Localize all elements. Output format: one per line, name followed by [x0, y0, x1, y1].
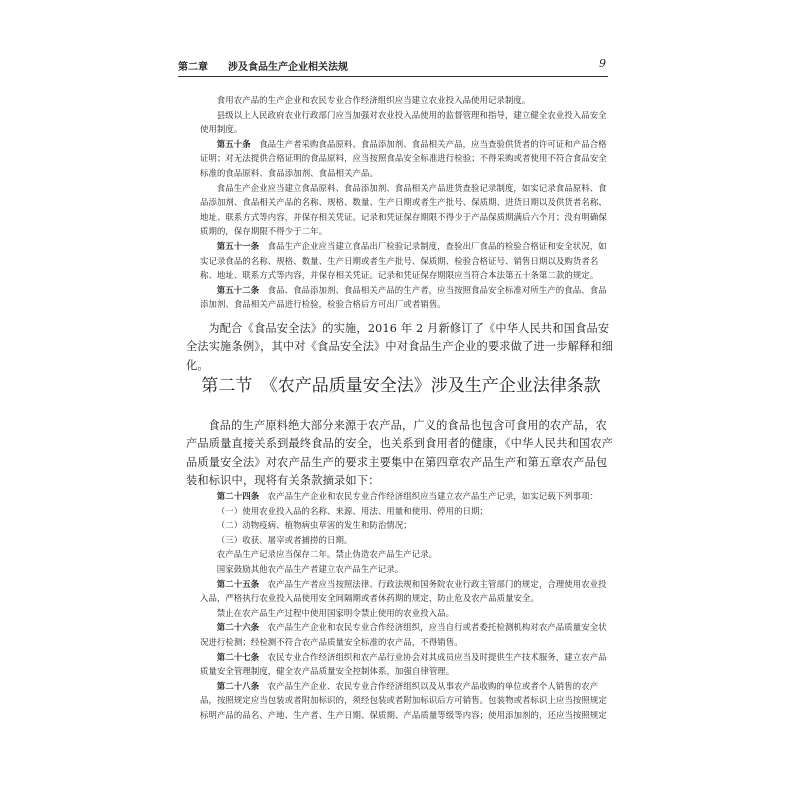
- article-label: 第二十六条: [216, 622, 260, 633]
- page-number: 9: [599, 57, 606, 70]
- article-text: 农产品生产企业、农民专业合作经济组织以及从事农产品收购的单位或者个人销售的农产品，按照规定应当包装或者附加标识的，须经包装或者附加标识后方可销售。包装物或者标识上应当按照规定标明产品的品名、产地、生产者、生产日期、保质期、产品质量等级等内容；使用添加剂的，还应当按照规定: [200, 680, 607, 720]
- article-51: [200, 239, 615, 283]
- section-heading: [186, 371, 616, 396]
- list-item: （三）收获、屠宰或者捕捞的日期。: [216, 534, 353, 545]
- article-50: [200, 137, 615, 181]
- intro-paragraph: [186, 417, 616, 491]
- article-label: 第二十八条: [216, 680, 260, 691]
- list-item: （一）使用农业投入品的名称、来源、用法、用量和使用、停用的日期；: [216, 505, 488, 516]
- paragraph: 食用农产品的生产企业和农民专业合作经济组织应当建立农业投入品使用记录制度。: [216, 95, 531, 105]
- article-label: 第二十七条: [216, 651, 260, 662]
- law-excerpt-block-2: [200, 489, 615, 723]
- article-text: 农民专业合作经济组织和农产品行业协会对其成员应当及时提供生产技术服务，建立农产品质量安全管理制度，健全农产品质量安全控制体系，加强自律管理。: [200, 651, 607, 677]
- paragraph: 食品生产企业应当建立食品原料、食品添加剂、食品相关产品进货查验记录制度，如实记录食品原料、食品添加剂、食品相关产品的名称、规格、数量、生产日期或者生产批号、保质期、进货日期以及供货者名称、地址、联系方式等内容，并保存相关凭证。记录和凭证保存期限不得少于产品保质期满后六个月；没有明确保质期的，保存期限不得少于二年。: [200, 182, 607, 237]
- article-label: 第二十五条: [216, 578, 260, 589]
- article-text: 农产品生产企业和农民专业合作经济组织，应当自行或者委托检测机构对农产品质量安全状况进行检测；经检测不符合农产品质量安全标准的农产品，不得销售。: [200, 622, 607, 647]
- implementation-paragraph: [186, 320, 616, 375]
- article-27: [200, 650, 615, 679]
- paragraph: 禁止在农产品生产过程中使用国家明令禁止使用的农业投入品。: [216, 607, 455, 618]
- paragraph: 农产品生产记录应当保存二年。禁止伪造农产品生产记录。: [216, 549, 438, 560]
- article-24: [200, 489, 615, 504]
- paragraph: 为配合《食品安全法》的实施，2016 年 2 月新修订了《中华人民共和国食品安全法实施条例》，其中对《食品安全法》中对食品生产企业的要求做了进一步解释和细化。: [186, 322, 614, 372]
- section-title: 《农产品质量安全法》涉及生产企业法律条款: [260, 376, 601, 396]
- paragraph: 食品的生产原料绝大部分来源于农产品，广义的食品也包含可食用的农产品，农产品质量直接关系到最终食品的安全，也关系到食用者的健康，《中华人民共和国农产品质量安全法》对农产品生产的要求主要集中在第四章农产品生产和第五章农产品包装和标识中，现将有关条款摘录如下：: [186, 419, 614, 488]
- list-item: （二）动物疫病、植物病虫草害的发生和防治情况；: [216, 520, 412, 531]
- article-text: 食品生产企业应当建立食品出厂检验记录制度，查验出厂食品的检验合格证和安全状况，如实记录食品的名称、规格、数量、生产日期或者生产批号、保质期、检验合格证号、销售日期以及购货者名称、地址、联系方式等内容，并保存相关凭证。记录和凭证保存期限应当符合本法第五十条第二款的规定。: [200, 240, 607, 281]
- article-label: 第二十四条: [216, 491, 260, 501]
- law-excerpt-block-1: [200, 93, 615, 312]
- article-text: 农产品生产企业和农民专业合作经济组织应当建立农产品生产记录，如实记载下列事项：: [267, 491, 599, 501]
- article-text: 食品、食品添加剂、食品相关产品的生产者，应当按照食品安全标准对所生产的食品、食品添加剂、食品相关产品进行检验，检验合格后方可出厂或者销售。: [200, 284, 607, 310]
- article-label: 第五十一条: [216, 240, 260, 251]
- article-28: [200, 679, 615, 723]
- section-number: 第二节: [201, 376, 253, 396]
- article-label: 第五十二条: [216, 284, 260, 295]
- article-52: [200, 283, 615, 312]
- running-header: [178, 56, 608, 77]
- chapter-title: 涉及食品生产企业相关法规: [228, 62, 348, 73]
- article-text: 食品生产者采购食品原料、食品添加剂、食品相关产品，应当查验供货者的许可证和产品合格证明；对无法提供合格证明的食品原料，应当按照食品安全标准进行检验；不得采购或者使用不符合食品安全标准的食品原料、食品添加剂、食品相关产品。: [200, 138, 607, 178]
- chapter-number: 第二章: [178, 62, 208, 73]
- article-label: 第五十条: [216, 138, 251, 149]
- article-25: [200, 577, 615, 606]
- paragraph: 国家鼓励其他农产品生产者建立农产品生产记录。: [216, 563, 404, 574]
- article-text: 农产品生产者应当按照法律、行政法规和国务院农业行政主管部门的规定，合理使用农业投入品，严格执行农业投入品使用安全间隔期或者休药期的规定，防止危及农产品质量安全。: [200, 578, 607, 604]
- article-26: [200, 620, 615, 649]
- paragraph: 县级以上人民政府农业行政部门应当加强对农业投入品使用的监督管理和指导，建立健全农业投入品安全使用制度。: [200, 109, 607, 135]
